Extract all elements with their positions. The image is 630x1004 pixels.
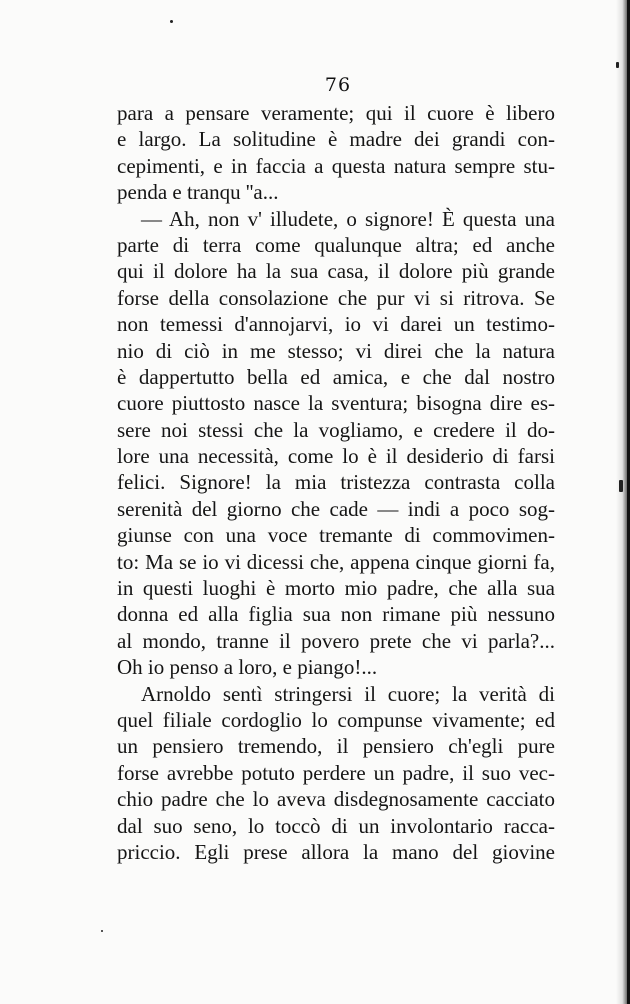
text-line: felici. Signore! la mia tristezza contrasta colla (117, 470, 555, 495)
text-line: chio padre che lo aveva disdegnosamente cacciato (117, 787, 555, 812)
paper-speck (616, 62, 619, 68)
text-line: Arnoldo sentì stringersi il cuore; la verità di (141, 681, 555, 706)
text-line: para a pensare veramente; qui il cuore è libero (117, 101, 555, 125)
paper-speck (170, 20, 173, 23)
body-text (117, 100, 555, 865)
page-edge-shadow (616, 0, 630, 1004)
text-line: è dappertutto bella ed amica, e che dal nostro (117, 364, 555, 389)
text-line: forse avrebbe potuto perdere un padre, il suo vec- (117, 760, 555, 785)
text-line: cuore piuttosto nasce la sventura; bisogna dire es- (117, 391, 555, 416)
paper-speck (619, 480, 623, 492)
text-line: forse della consolazione che pur vi si ritrova. Se (117, 285, 555, 310)
text-line: lore una necessità, come lo è il desiderio di farsi (117, 444, 555, 469)
paper-speck (101, 930, 103, 932)
text-line: penda e tranqu ''a... (117, 180, 279, 205)
text-line: qui il dolore ha la sua casa, il dolore più grande (117, 259, 555, 284)
text-line: to: Ma se io vi dicessi che, appena cinque giorni fa, (117, 549, 555, 574)
text-line: al mondo, tranne il povero prete che vi parla?... (117, 628, 555, 653)
text-line: dal suo seno, lo toccò di un involontario racca- (117, 813, 555, 838)
text-line: Oh io penso a loro, e piango!... (117, 655, 378, 680)
text-line: cepimenti, e in faccia a questa natura sempre stu- (117, 153, 555, 178)
text-line: in questi luoghi è morto mio padre, che alla sua (117, 576, 555, 601)
text-line: e largo. La solitudine è madre dei grandi con- (117, 127, 555, 152)
text-line: nio di ciò in me stesso; vi direi che la natura (117, 338, 555, 363)
text-line: donna ed alla figlia sua non rimane più nessuno (117, 602, 555, 627)
text-line: parte di terra come qualunque altra; ed anche (117, 232, 555, 257)
text-line: non temessi d'annojarvi, io vi darei un testimo- (117, 312, 555, 337)
text-line: giunse con una voce tremante di commovimen- (117, 523, 555, 548)
text-line: quel filiale cordoglio lo compunse vivamente; ed (117, 707, 555, 732)
text-line: sere noi stessi che la vogliamo, e credere il do- (117, 417, 555, 442)
text-line: priccio. Egli prese allora la mano del giovine (117, 839, 555, 864)
text-line: serenità del giorno che cade — indi a poco sog- (117, 496, 555, 521)
text-line: — Ah, non v' illudete, o signore! È questa una (141, 206, 555, 231)
text-line: un pensiero tremendo, il pensiero ch'egli pure (117, 734, 555, 759)
page-number: 76 (324, 74, 352, 96)
